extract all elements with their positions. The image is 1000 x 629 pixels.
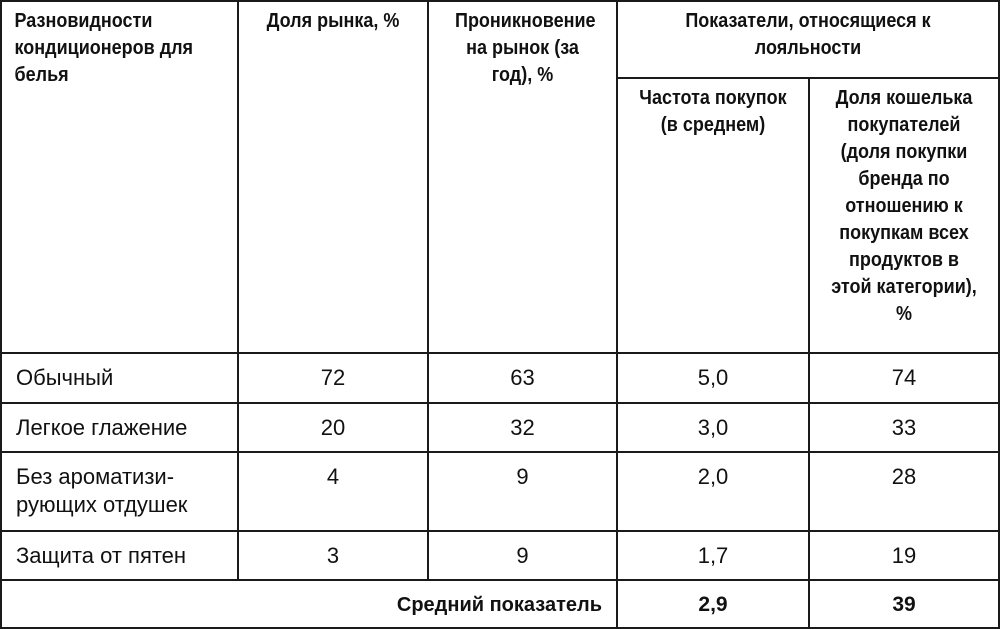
row-name <box>1 452 238 531</box>
row-penetration: 9 <box>428 452 617 531</box>
table-row <box>1 452 999 531</box>
average-wallet: 39 <box>809 580 999 628</box>
row-share: 72 <box>238 353 428 403</box>
row-wallet: 28 <box>809 452 999 531</box>
row-frequency: 1,7 <box>617 531 809 580</box>
header-variety-text: Разновидности кондиционеров для белья <box>14 10 194 86</box>
header-market-share-text: Доля рынка, % <box>266 10 400 32</box>
row-frequency: 5,0 <box>617 353 809 403</box>
header-wallet-share-text: Доля кошелька покупателей (доля покупки бренда по отношению к покупкам всех продуктов в этой категории), % <box>831 87 977 325</box>
row-name: Обычный <box>1 353 238 403</box>
row-penetration: 9 <box>428 531 617 580</box>
row-penetration: 63 <box>428 353 617 403</box>
row-name-text: Без ароматизи-рующих отдушек <box>16 464 188 517</box>
row-wallet: 19 <box>809 531 999 580</box>
row-share: 20 <box>238 403 428 452</box>
row-wallet: 33 <box>809 403 999 452</box>
table-row <box>1 531 999 580</box>
average-label: Средний показатель <box>1 580 617 628</box>
row-share: 4 <box>238 452 428 531</box>
average-frequency: 2,9 <box>617 580 809 628</box>
header-purchase-frequency-text: Частота покупок (в среднем) <box>639 87 787 136</box>
header-penetration-text: Проникновение на рынок (за год), % <box>455 10 596 86</box>
row-share: 3 <box>238 531 428 580</box>
header-loyalty-group <box>636 1 980 78</box>
header-market-share <box>248 1 419 353</box>
row-frequency: 3,0 <box>617 403 809 452</box>
row-wallet: 74 <box>809 353 999 403</box>
header-purchase-frequency <box>627 78 800 353</box>
header-variety <box>1 1 214 353</box>
header-wallet-share <box>819 78 990 353</box>
header-penetration <box>437 1 607 353</box>
table-row <box>1 353 999 403</box>
row-name: Защита от пятен <box>1 531 238 580</box>
row-penetration: 32 <box>428 403 617 452</box>
header-loyalty-group-text: Показатели, относящиеся к лояльности <box>685 10 931 59</box>
row-name: Легкое глажение <box>1 403 238 452</box>
footer-row <box>1 580 999 628</box>
row-frequency: 2,0 <box>617 452 809 531</box>
table-row <box>1 403 999 452</box>
